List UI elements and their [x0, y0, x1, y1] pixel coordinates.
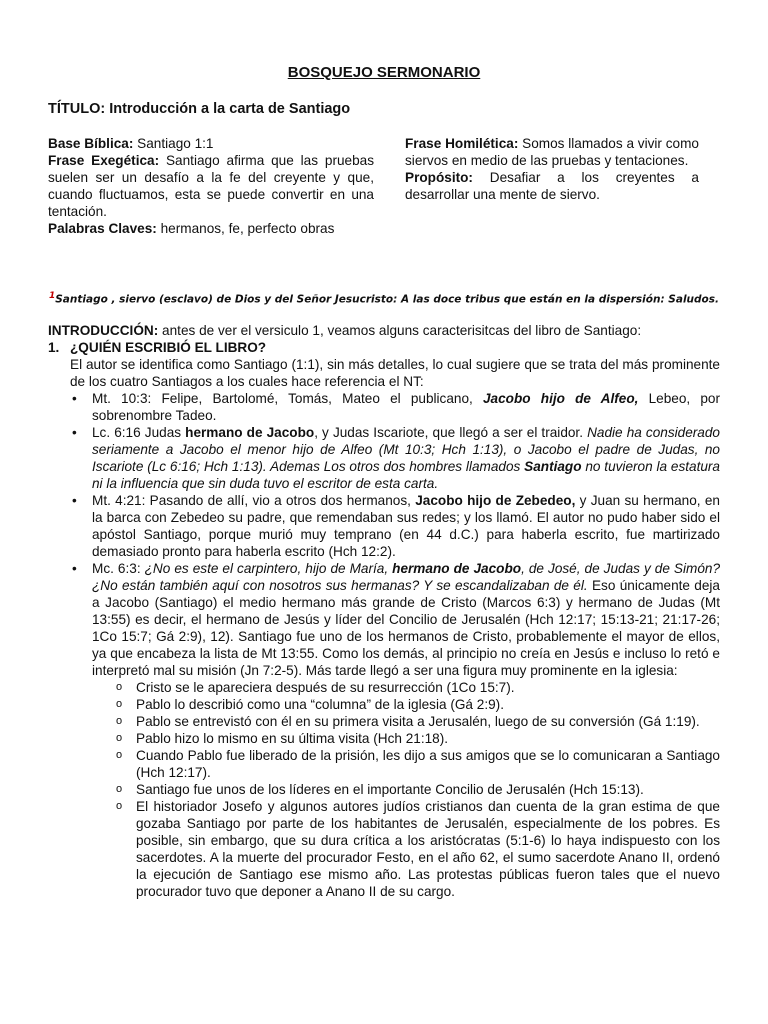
palabras-claves [48, 220, 374, 237]
sub-list-item: o El historiador Josefo y algunos autores judíos cristianos dan cuenta de la gran estima de que gozaba Santiago por parte de los habitantes de Jerusalén, especialmente de los pobres. Es posible, sin embargo, que su dura crítica a los aristócratas (5:1-6) lo haya indispuesto con los sacerdotes. A la muerte del procurador Festo, en el año 62, el sumo sacerdote Anano II, ordenó la ejecución de Santiago ese mismo año. Las protestas públicas fueron tales que el nuevo procurador tuvo que deponer a Anano II de su cargo. [92, 798, 720, 900]
claves-value: hermanos, fe, perfecto obras [156, 221, 335, 236]
sub-list [92, 679, 720, 900]
intro-text: antes de ver el versiculo 1, veamos alguns caracterisitcas del libro de Santiago: [158, 323, 642, 338]
list-item [48, 390, 720, 424]
text-span: Lebeo, por sobrenombre Tadeo. [92, 391, 721, 423]
emphasis: hermano de Jacobo [185, 425, 315, 440]
italic-span: no tuvieron la estatura ni la influencia que sin duda tuvo el escritor de esta carta. [92, 459, 720, 491]
text-span: , y Judas Iscariote, que llegó a ser el traidor. [314, 425, 588, 440]
sub-list-item: o Cristo se le apareciera después de su resurrección (1Co 15:7). [92, 679, 720, 696]
list-item [48, 492, 720, 560]
base-label: Base Bíblica: [48, 136, 134, 151]
intro-label: INTRODUCCIÓN: [48, 323, 159, 338]
right-column [405, 135, 699, 203]
sub-list-item: o Pablo hizo lo mismo en su última visita (Hch 21:18). [92, 730, 720, 747]
list-item [48, 560, 720, 900]
sub-list-item: o Santiago fue unos de los líderes en el importante Concilio de Jerusalén (Hch 15:13). [92, 781, 720, 798]
text-span: Eso únicamente deja a Jacobo (Santiago) el medio hermano más grande de Cristo (Marcos 6:3) y hermano de Judas (Mt 13:55) es decir, el hermano de Jesús y líder del Concilio de Jerusalén (Hch 12:17; 15:13-21; 21:17-26; 1Co 15:7; Gá 2:9), 12). Santiago fue uno de los hermanos de Cristo, probablemente el mayor de ellos, ya que encabeza la lista de Mt 13:55. Como los demás, al principio no creía en Jesús e incluso lo retó e interpretó mal su misión (Jn 7:2-5). Más tarde llegó a ser una figura muy prominente en la iglesia: [92, 578, 720, 678]
text-span: Lc. 6:16 Judas [92, 425, 186, 440]
text-span: Mt. 4:21: Pasando de allí, vio a otros dos hermanos, [92, 493, 416, 508]
italic-span: , de José, de Judas y de Simón? ¿No están también aquí con nosotros sus hermanas? Y se escandalizaban de él. [92, 561, 721, 593]
claves-label: Palabras Claves: [48, 221, 157, 236]
homil-label: Frase Homilética: [405, 136, 519, 151]
section-paragraph: El autor se identifica como Santiago (1:1), sin más detalles, lo cual sugiere que se trata del más prominente de los cuatro Santiagos a los cuales hace referencia el NT: [70, 357, 720, 389]
left-column [48, 135, 374, 237]
sub-list-item: o Pablo se entrevistó con él en su primera visita a Jerusalén, luego de su conversión (Gá 1:19). [92, 713, 720, 730]
sub-list-item: o Pablo lo describió como una “columna” de la iglesia (Gá 2:9). [92, 696, 720, 713]
introduction [48, 322, 720, 339]
main-body [48, 322, 720, 900]
verse-quote [0, 291, 768, 306]
exeg-value: Santiago afirma que las pruebas suelen ser un desafío a la fe del creyente y que, cuando fluctuamos, esta se puede convertir en una tentación. [48, 153, 375, 219]
verse-text: Santiago , siervo (esclavo) de Dios y del Señor Jesucristo: A las doce tribus que están en la dispersión: Saludos. [55, 293, 720, 306]
base-biblica [48, 135, 374, 152]
italic-span: ¿No es este el carpintero, hijo de María, [144, 561, 393, 576]
section-heading [48, 339, 720, 356]
text-span: Mt. 10:3: Felipe, Bartolomé, Tomás, Mateo el publicano, [92, 391, 483, 406]
list-item [48, 424, 720, 492]
frase-exegetica [48, 152, 374, 220]
frase-homiletica [405, 135, 699, 169]
section-number: 1. [48, 340, 60, 355]
proposito [405, 169, 699, 203]
emphasis: Jacobo hijo de Alfeo, [483, 391, 639, 406]
section-title: ¿QUIÉN ESCRIBIÓ EL LIBRO? [70, 340, 267, 355]
emphasis: Jacobo hijo de Zebedeo, [415, 493, 576, 508]
prop-label: Propósito: [405, 170, 473, 185]
prop-value: Desafiar a los creyentes a desarrollar una mente de siervo. [405, 170, 699, 202]
emphasis: hermano de Jacobo [392, 561, 522, 576]
sermon-title: TÍTULO: Introducción a la carta de Santiago [48, 101, 351, 117]
verse-number: 1 [48, 291, 56, 301]
author-candidates-list [48, 390, 720, 900]
homil-value: Somos llamados a vivir como siervos en medio de las pruebas y tentaciones. [405, 136, 699, 168]
italic-span: Nadie ha considerado seriamente a Jacobo el menor hijo de Alfeo (Mt 10:3; Hch 1:13), o Jacobo el padre de Judas, no Iscariote (Lc 6:16; Hch 1:13). Ademas Los otros dos hombres llamados [92, 425, 720, 474]
sub-list-item: o Cuando Pablo fue liberado de la prisión, les dijo a sus amigos que se lo comunicaran a Santiago (Hch 12:17). [92, 747, 720, 781]
emphasis: Santiago [524, 459, 582, 474]
text-span: y Juan su hermano, en la barca con Zebedeo su padre, que remendaban sus redes; y los llamó. El autor no pudo haber sido el apóstol Santiago, porque murió muy temprano (en 44 d.C.) para haberla escrito, fue martirizado demasiado pronto para haberla escrito (Hch 12:2). [92, 493, 720, 559]
base-value: Santiago 1:1 [133, 136, 214, 151]
document-title: BOSQUEJO SERMONARIO [287, 64, 481, 81]
exeg-label: Frase Exegética: [48, 153, 160, 168]
text-span: Mc. 6:3: [92, 561, 145, 576]
